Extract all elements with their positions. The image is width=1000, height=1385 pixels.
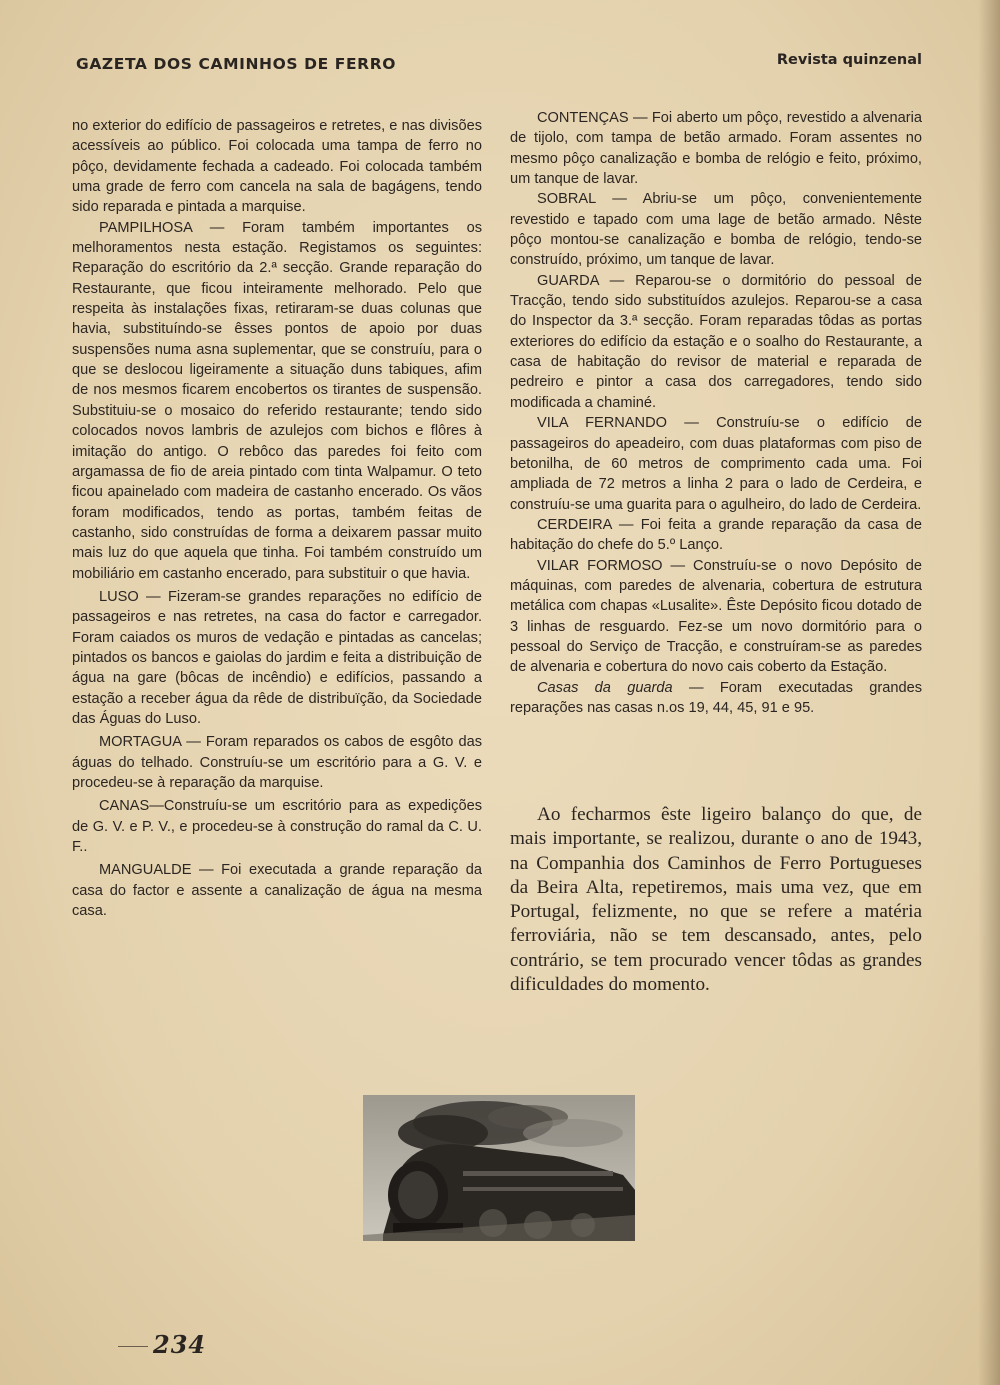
casas-da-guarda-text: — Foram executadas grandes reparações nas casas n.os 19, 44, 45, 91 e 95.	[510, 679, 923, 716]
paragraph-vila-fernando: VILA FERNANDO — Construíu-se o edifício de passageiros do apeadeiro, com duas plataformas com piso de betonilha, de 60 metros de comprimento cada uma. Foi ampliada de 72 metros a linha 2 para o lado de Cerdeira, e construíu-se uma guarita para o agulheiro, do lado de Cerdeira.	[510, 415, 922, 513]
paragraph-casas-da-guarda	[510, 678, 922, 719]
paragraph-mangualde: MANGUALDE — Foi executada a grande reparação da casa do factor e assente a canalização de água na mesma casa.	[72, 862, 482, 920]
paragraph-luso: LUSO — Fizeram-se grandes reparações no edifício de passageiros e nas retretes, na casa do factor e carregador. Foram caiados os muros de vedação e pintadas as cancelas; pintados os bancos e gaiolas do jardim e feita a distribuição de água na gare (bôcas de incêndio) e edifícios, passando a estação a receber água da rêde de distribuïção, da Sociedade das Águas do Luso.	[72, 588, 482, 727]
paragraph-mortagua: MORTAGUA — Foram reparados os cabos de esgôto das águas do telhado. Construíu-se um escritório para a G. V. e procedeu-se à reparação da marquise.	[72, 734, 482, 791]
closing-paragraph: Ao fecharmos êste ligeiro balanço do que, de mais importante, se realizou, durante o ano de 1943, na Companhia dos Caminhos de Ferro Portugueses da Beira Alta, repetiremos, mais uma vez, que em Portugal, felizmente, no que se refere a matéria ferroviária, não se tem descansado, antes, pelo contrário, se tem procurado vencer tôdas as grandes dificuldades do momento.	[510, 804, 922, 996]
paragraph-vilar-formoso: VILAR FORMOSO — Construíu-se o novo Depósito de máquinas, com paredes de alvenaria, cobertura de estrutura metálica com chapas «Lusalite». Êste Depósito ficou dotado de 3 linhas de resguardo. Fez-se um novo dormitório para o pessoal do Serviço de Tracção, e construíram-se as paredes de alvenaria e cobertura do novo cais coberto da Estação.	[510, 557, 922, 676]
locomotive-illustration	[363, 1095, 635, 1241]
running-header-subtitle: Revista quinzenal	[776, 52, 922, 68]
paragraph-canas: CANAS—Construíu-se um escritório para as expedições de G. V. e P. V., e procedeu-se à construção do ramal da C. U. F..	[72, 798, 482, 856]
paragraph-guarda: GUARDA — Reparou-se o dormitório do pessoal de Tracção, tendo sido substituídos azulejos. Reparou-se a casa do Inspector da 3.ª secção. Foram reparadas tôdas as portas exteriores do edifício da estação e o soalho do Restaurante, a casa de habitação do revisor de material e reparada de pedreiro e pintor a casa dos carregadores, tendo sido modificada a chaminé.	[510, 272, 922, 411]
page-number-rule	[118, 1346, 148, 1347]
casas-da-guarda-label: Casas da guarda	[537, 679, 673, 696]
paragraph-pampilhosa: PAMPILHOSA — Foram também importantes os melhoramentos nesta estação. Registamos os seguintes: Reparação do escritório da 2.ª secção. Grande reparação do Restaurante, que ficou inteiramente melhorado. Pelo que respeita às instalações fixas, retiraram-se duas colunas que havia, substituíndo-se êsses pontos de apoio por duas suspensões numa asna suplementar, que se construíu, para o que se deslocou ligeiramente a situação duns tabiques, afim de nos mesmos ficarem encobertos os tirantes de suspensão. Substituiu-se o mosaico do referido restaurante; tendo sido colocados novos lambris de azulejos com bichos e flôres à imitação do antigo. O rebôco das paredes foi feito com argamassa de fio de areia pintado com tinta Walpamur. O teto ficou apainelado com madeira de castanho encerado. Os vãos foram modificados, tendo as portas, também feitas de castanho, sido construídas de forma a deixarem passar muito mais luz do que aquela que tinha. Foi também construído um mobiliário em castanho encerado, para substituir o que havia.	[72, 219, 482, 582]
paragraph: no exterior do edifício de passageiros e retretes, e nas divisões acessíveis ao público. Foi colocada uma tampa de ferro no pôço, devidamente fechada a cadeado. Foi colocada também uma grade de ferro com cancela na sala de bagágens, tendo sido reparada e pintada a marquise.	[72, 118, 482, 216]
closing-paragraph-block	[510, 803, 922, 997]
paragraph-contencas: CONTENÇAS — Foi aberto um pôço, revestido a alvenaria de tijolo, com tampa de betão armado. Foram assentes no mesmo pôço canalização e bomba de relógio e feito, próximo, um tanque de lavar.	[510, 110, 922, 188]
right-text-column	[510, 108, 922, 718]
page-edge-shadow	[978, 0, 1000, 1385]
paragraph-cerdeira: CERDEIRA — Foi feita a grande reparação da casa de habitação do chefe do 5.º Lanço.	[510, 516, 922, 554]
steam-locomotive-photo	[363, 1095, 635, 1241]
paragraph-sobral: SOBRAL — Abriu-se um pôço, convenientemente revestido e tapado com uma lage de betão armado. Nêste pôço montou-se canalização e bomba de relógio, tendo-se construído, próximo, um tanque de lavar.	[510, 191, 922, 269]
running-header-title: GAZETA DOS CAMINHOS DE FERRO	[76, 55, 397, 73]
page-number: 234	[153, 1330, 207, 1359]
left-text-column	[72, 116, 482, 921]
